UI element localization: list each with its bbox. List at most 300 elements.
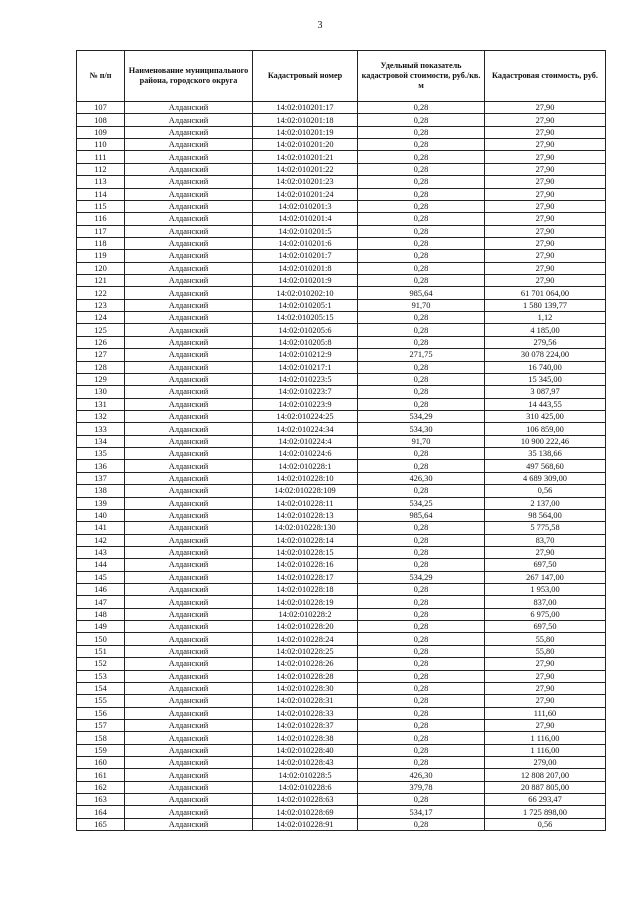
- cadastral-number-cell: 14:02:010223:5: [253, 373, 358, 385]
- district-cell: Алданский: [125, 151, 253, 163]
- cadastral-value-cell: 279,00: [485, 757, 606, 769]
- district-cell: Алданский: [125, 324, 253, 336]
- district-cell: Алданский: [125, 806, 253, 818]
- specific-value-cell: 0,28: [358, 373, 485, 385]
- table-row: [77, 361, 606, 373]
- district-cell: Алданский: [125, 435, 253, 447]
- cadastral-value-cell: 27,90: [485, 237, 606, 249]
- row-number-cell: 141: [77, 522, 125, 534]
- specific-value-cell: 0,28: [358, 398, 485, 410]
- specific-value-cell: 0,28: [358, 262, 485, 274]
- specific-value-cell: 0,28: [358, 225, 485, 237]
- specific-value-cell: 0,28: [358, 670, 485, 682]
- specific-value-cell: 0,28: [358, 324, 485, 336]
- cadastral-value-cell: 27,90: [485, 546, 606, 558]
- header-specific-value: Удельный показатель кадастровой стоимости, руб./кв. м: [358, 51, 485, 102]
- row-number-cell: 164: [77, 806, 125, 818]
- cadastral-value-cell: 27,90: [485, 200, 606, 212]
- row-number-cell: 136: [77, 460, 125, 472]
- cadastral-value-cell: 1 725 898,00: [485, 806, 606, 818]
- row-number-cell: 151: [77, 645, 125, 657]
- cadastral-number-cell: 14:02:010228:91: [253, 818, 358, 830]
- row-number-cell: 149: [77, 621, 125, 633]
- district-cell: Алданский: [125, 719, 253, 731]
- specific-value-cell: 0,28: [358, 621, 485, 633]
- district-cell: Алданский: [125, 102, 253, 114]
- specific-value-cell: 0,28: [358, 126, 485, 138]
- row-number-cell: 160: [77, 757, 125, 769]
- cadastral-number-cell: 14:02:010228:5: [253, 769, 358, 781]
- row-number-cell: 156: [77, 707, 125, 719]
- row-number-cell: 118: [77, 237, 125, 249]
- cadastral-number-cell: 14:02:010228:6: [253, 781, 358, 793]
- cadastral-value-cell: 106 859,00: [485, 423, 606, 435]
- table-row: [77, 262, 606, 274]
- row-number-cell: 157: [77, 719, 125, 731]
- cadastral-value-cell: 111,60: [485, 707, 606, 719]
- row-number-cell: 113: [77, 176, 125, 188]
- table-row: [77, 188, 606, 200]
- district-cell: Алданский: [125, 695, 253, 707]
- row-number-cell: 130: [77, 386, 125, 398]
- specific-value-cell: 534,25: [358, 497, 485, 509]
- specific-value-cell: 0,28: [358, 608, 485, 620]
- district-cell: Алданский: [125, 213, 253, 225]
- cadastral-number-cell: 14:02:010201:7: [253, 250, 358, 262]
- district-cell: Алданский: [125, 386, 253, 398]
- cadastral-number-cell: 14:02:010228:33: [253, 707, 358, 719]
- table-row: [77, 275, 606, 287]
- row-number-cell: 137: [77, 472, 125, 484]
- district-cell: Алданский: [125, 818, 253, 830]
- cadastral-value-cell: 27,90: [485, 250, 606, 262]
- cadastral-number-cell: 14:02:010217:1: [253, 361, 358, 373]
- cadastral-number-cell: 14:02:010228:69: [253, 806, 358, 818]
- table-row: [77, 695, 606, 707]
- specific-value-cell: 0,28: [358, 732, 485, 744]
- table-row: [77, 386, 606, 398]
- table-row: [77, 373, 606, 385]
- district-cell: Алданский: [125, 781, 253, 793]
- table-row: [77, 522, 606, 534]
- table-row: [77, 633, 606, 645]
- table-row: [77, 312, 606, 324]
- cadastral-number-cell: 14:02:010201:8: [253, 262, 358, 274]
- specific-value-cell: 0,28: [358, 584, 485, 596]
- cadastral-number-cell: 14:02:010228:25: [253, 645, 358, 657]
- cadastral-number-cell: 14:02:010224:25: [253, 410, 358, 422]
- specific-value-cell: 0,28: [358, 102, 485, 114]
- specific-value-cell: 0,28: [358, 188, 485, 200]
- cadastral-number-cell: 14:02:010228:19: [253, 596, 358, 608]
- specific-value-cell: 985,64: [358, 287, 485, 299]
- row-number-cell: 117: [77, 225, 125, 237]
- specific-value-cell: 0,28: [358, 695, 485, 707]
- table-row: [77, 448, 606, 460]
- row-number-cell: 133: [77, 423, 125, 435]
- cadastral-value-cell: 1 116,00: [485, 732, 606, 744]
- table-row: [77, 114, 606, 126]
- cadastral-value-cell: 27,90: [485, 126, 606, 138]
- specific-value-cell: 534,17: [358, 806, 485, 818]
- cadastral-number-cell: 14:02:010228:30: [253, 682, 358, 694]
- cadastral-number-cell: 14:02:010201:6: [253, 237, 358, 249]
- cadastral-value-cell: 16 740,00: [485, 361, 606, 373]
- district-cell: Алданский: [125, 336, 253, 348]
- cadastral-number-cell: 14:02:010205:8: [253, 336, 358, 348]
- cadastral-value-cell: 10 900 222,46: [485, 435, 606, 447]
- row-number-cell: 145: [77, 571, 125, 583]
- row-number-cell: 148: [77, 608, 125, 620]
- specific-value-cell: 426,30: [358, 769, 485, 781]
- table-row: [77, 682, 606, 694]
- cadastral-number-cell: 14:02:010228:63: [253, 794, 358, 806]
- row-number-cell: 127: [77, 349, 125, 361]
- header-cadastral-number: Кадастровый номер: [253, 51, 358, 102]
- district-cell: Алданский: [125, 621, 253, 633]
- table-row: [77, 732, 606, 744]
- specific-value-cell: 985,64: [358, 509, 485, 521]
- district-cell: Алданский: [125, 460, 253, 472]
- cadastral-number-cell: 14:02:010228:26: [253, 658, 358, 670]
- cadastral-value-cell: 697,50: [485, 621, 606, 633]
- row-number-cell: 144: [77, 559, 125, 571]
- specific-value-cell: 0,28: [358, 361, 485, 373]
- cadastral-value-cell: 98 564,00: [485, 509, 606, 521]
- row-number-cell: 112: [77, 163, 125, 175]
- cadastral-value-cell: 35 138,66: [485, 448, 606, 460]
- district-cell: Алданский: [125, 287, 253, 299]
- district-cell: Алданский: [125, 732, 253, 744]
- table-row: [77, 707, 606, 719]
- specific-value-cell: 271,75: [358, 349, 485, 361]
- cadastral-value-cell: 0,56: [485, 485, 606, 497]
- district-cell: Алданский: [125, 670, 253, 682]
- row-number-cell: 111: [77, 151, 125, 163]
- row-number-cell: 135: [77, 448, 125, 460]
- cadastral-value-cell: 497 568,60: [485, 460, 606, 472]
- row-number-cell: 155: [77, 695, 125, 707]
- cadastral-number-cell: 14:02:010228:13: [253, 509, 358, 521]
- table-row: [77, 398, 606, 410]
- district-cell: Алданский: [125, 584, 253, 596]
- cadastral-value-cell: 837,00: [485, 596, 606, 608]
- table-row: [77, 200, 606, 212]
- table-row: [77, 744, 606, 756]
- district-cell: Алданский: [125, 312, 253, 324]
- row-number-cell: 161: [77, 769, 125, 781]
- table-row: [77, 410, 606, 422]
- district-cell: Алданский: [125, 349, 253, 361]
- table-row: [77, 818, 606, 830]
- district-cell: Алданский: [125, 423, 253, 435]
- header-district: Наименование муниципального района, городского округа: [125, 51, 253, 102]
- row-number-cell: 129: [77, 373, 125, 385]
- specific-value-cell: 0,28: [358, 794, 485, 806]
- cadastral-number-cell: 14:02:010202:10: [253, 287, 358, 299]
- specific-value-cell: 0,28: [358, 163, 485, 175]
- district-cell: Алданский: [125, 373, 253, 385]
- row-number-cell: 114: [77, 188, 125, 200]
- cadastral-number-cell: 14:02:010201:22: [253, 163, 358, 175]
- cadastral-number-cell: 14:02:010228:31: [253, 695, 358, 707]
- table-row: [77, 213, 606, 225]
- specific-value-cell: 0,28: [358, 448, 485, 460]
- cadastral-number-cell: 14:02:010201:21: [253, 151, 358, 163]
- cadastral-value-cell: 5 775,58: [485, 522, 606, 534]
- cadastral-number-cell: 14:02:010228:10: [253, 472, 358, 484]
- specific-value-cell: 0,28: [358, 633, 485, 645]
- table-row: [77, 658, 606, 670]
- table-row: [77, 139, 606, 151]
- cadastral-number-cell: 14:02:010228:18: [253, 584, 358, 596]
- cadastral-number-cell: 14:02:010201:5: [253, 225, 358, 237]
- row-number-cell: 152: [77, 658, 125, 670]
- cadastral-value-cell: 15 345,00: [485, 373, 606, 385]
- row-number-cell: 153: [77, 670, 125, 682]
- table-row: [77, 621, 606, 633]
- row-number-cell: 138: [77, 485, 125, 497]
- row-number-cell: 147: [77, 596, 125, 608]
- specific-value-cell: 0,28: [358, 386, 485, 398]
- row-number-cell: 115: [77, 200, 125, 212]
- district-cell: Алданский: [125, 707, 253, 719]
- cadastral-value-cell: 27,90: [485, 176, 606, 188]
- cadastral-number-cell: 14:02:010228:109: [253, 485, 358, 497]
- row-number-cell: 162: [77, 781, 125, 793]
- cadastral-number-cell: 14:02:010228:24: [253, 633, 358, 645]
- cadastral-value-cell: 27,90: [485, 102, 606, 114]
- cadastral-number-cell: 14:02:010228:28: [253, 670, 358, 682]
- specific-value-cell: 0,28: [358, 139, 485, 151]
- cadastral-value-cell: 27,90: [485, 682, 606, 694]
- row-number-cell: 109: [77, 126, 125, 138]
- district-cell: Алданский: [125, 472, 253, 484]
- specific-value-cell: 379,78: [358, 781, 485, 793]
- table-row: [77, 719, 606, 731]
- table-row: [77, 423, 606, 435]
- cadastral-number-cell: 14:02:010201:18: [253, 114, 358, 126]
- specific-value-cell: 0,28: [358, 596, 485, 608]
- table-row: [77, 497, 606, 509]
- cadastral-number-cell: 14:02:010228:40: [253, 744, 358, 756]
- district-cell: Алданский: [125, 448, 253, 460]
- row-number-cell: 125: [77, 324, 125, 336]
- row-number-cell: 124: [77, 312, 125, 324]
- specific-value-cell: 0,28: [358, 275, 485, 287]
- cadastral-value-cell: 66 293,47: [485, 794, 606, 806]
- row-number-cell: 163: [77, 794, 125, 806]
- cadastral-value-cell: 55,80: [485, 633, 606, 645]
- specific-value-cell: 0,28: [358, 485, 485, 497]
- row-number-cell: 116: [77, 213, 125, 225]
- row-number-cell: 158: [77, 732, 125, 744]
- cadastral-value-cell: 12 808 207,00: [485, 769, 606, 781]
- district-cell: Алданский: [125, 534, 253, 546]
- district-cell: Алданский: [125, 188, 253, 200]
- district-cell: Алданский: [125, 410, 253, 422]
- specific-value-cell: 0,28: [358, 250, 485, 262]
- table-row: [77, 435, 606, 447]
- district-cell: Алданский: [125, 275, 253, 287]
- cadastral-number-cell: 14:02:010205:15: [253, 312, 358, 324]
- cadastral-number-cell: 14:02:010228:1: [253, 460, 358, 472]
- cadastral-number-cell: 14:02:010201:23: [253, 176, 358, 188]
- cadastral-value-cell: 267 147,00: [485, 571, 606, 583]
- table-row: [77, 509, 606, 521]
- district-cell: Алданский: [125, 126, 253, 138]
- cadastral-number-cell: 14:02:010228:16: [253, 559, 358, 571]
- table-row: [77, 176, 606, 188]
- cadastral-number-cell: 14:02:010228:2: [253, 608, 358, 620]
- district-cell: Алданский: [125, 139, 253, 151]
- cadastral-value-cell: 279,56: [485, 336, 606, 348]
- row-number-cell: 143: [77, 546, 125, 558]
- cadastral-number-cell: 14:02:010201:4: [253, 213, 358, 225]
- cadastral-value-cell: 697,50: [485, 559, 606, 571]
- table-row: [77, 460, 606, 472]
- specific-value-cell: 0,28: [358, 559, 485, 571]
- cadastral-number-cell: 14:02:010223:9: [253, 398, 358, 410]
- district-cell: Алданский: [125, 485, 253, 497]
- table-row: [77, 163, 606, 175]
- row-number-cell: 119: [77, 250, 125, 262]
- specific-value-cell: 0,28: [358, 213, 485, 225]
- specific-value-cell: 0,28: [358, 534, 485, 546]
- cadastral-value-cell: 1 580 139,77: [485, 299, 606, 311]
- cadastral-value-cell: 30 078 224,00: [485, 349, 606, 361]
- cadastral-number-cell: 14:02:010228:11: [253, 497, 358, 509]
- cadastral-number-cell: 14:02:010212:9: [253, 349, 358, 361]
- specific-value-cell: 0,28: [358, 744, 485, 756]
- cadastral-value-cell: 6 975,00: [485, 608, 606, 620]
- table-row: [77, 670, 606, 682]
- table-row: [77, 769, 606, 781]
- cadastral-number-cell: 14:02:010228:15: [253, 546, 358, 558]
- table-row: [77, 794, 606, 806]
- cadastral-number-cell: 14:02:010228:17: [253, 571, 358, 583]
- row-number-cell: 159: [77, 744, 125, 756]
- table-row: [77, 534, 606, 546]
- cadastral-value-cell: 61 701 064,00: [485, 287, 606, 299]
- cadastral-number-cell: 14:02:010205:6: [253, 324, 358, 336]
- district-cell: Алданский: [125, 744, 253, 756]
- specific-value-cell: 534,29: [358, 410, 485, 422]
- row-number-cell: 128: [77, 361, 125, 373]
- district-cell: Алданский: [125, 250, 253, 262]
- row-number-cell: 139: [77, 497, 125, 509]
- table-row: [77, 225, 606, 237]
- cadastral-number-cell: 14:02:010201:19: [253, 126, 358, 138]
- cadastral-value-cell: 27,90: [485, 719, 606, 731]
- cadastral-value-cell: 1,12: [485, 312, 606, 324]
- table-row: [77, 349, 606, 361]
- cadastral-value-cell: 83,70: [485, 534, 606, 546]
- cadastral-number-cell: 14:02:010224:4: [253, 435, 358, 447]
- specific-value-cell: 534,30: [358, 423, 485, 435]
- cadastral-value-cell: 27,90: [485, 695, 606, 707]
- row-number-cell: 150: [77, 633, 125, 645]
- specific-value-cell: 91,70: [358, 435, 485, 447]
- district-cell: Алданский: [125, 559, 253, 571]
- cadastral-number-cell: 14:02:010201:17: [253, 102, 358, 114]
- district-cell: Алданский: [125, 645, 253, 657]
- district-cell: Алданский: [125, 237, 253, 249]
- specific-value-cell: 0,28: [358, 719, 485, 731]
- specific-value-cell: 0,28: [358, 682, 485, 694]
- specific-value-cell: 0,28: [358, 336, 485, 348]
- row-number-cell: 165: [77, 818, 125, 830]
- cadastral-number-cell: 14:02:010201:3: [253, 200, 358, 212]
- cadastral-number-cell: 14:02:010201:24: [253, 188, 358, 200]
- district-cell: Алданский: [125, 497, 253, 509]
- table-row: [77, 472, 606, 484]
- table-row: [77, 608, 606, 620]
- row-number-cell: 131: [77, 398, 125, 410]
- specific-value-cell: 91,70: [358, 299, 485, 311]
- row-number-cell: 146: [77, 584, 125, 596]
- table-row: [77, 757, 606, 769]
- cadastral-value-cell: 20 887 805,00: [485, 781, 606, 793]
- header-row-number: № п/п: [77, 51, 125, 102]
- cadastral-value-cell: 27,90: [485, 151, 606, 163]
- district-cell: Алданский: [125, 299, 253, 311]
- table-row: [77, 584, 606, 596]
- table-row: [77, 102, 606, 114]
- row-number-cell: 110: [77, 139, 125, 151]
- table-row: [77, 151, 606, 163]
- specific-value-cell: 0,28: [358, 114, 485, 126]
- cadastral-value-cell: 27,90: [485, 114, 606, 126]
- district-cell: Алданский: [125, 200, 253, 212]
- specific-value-cell: 0,28: [358, 658, 485, 670]
- cadastral-number-cell: 14:02:010224:34: [253, 423, 358, 435]
- cadastral-number-cell: 14:02:010228:20: [253, 621, 358, 633]
- cadastral-value-table: [76, 50, 606, 831]
- cadastral-number-cell: 14:02:010205:1: [253, 299, 358, 311]
- specific-value-cell: 0,28: [358, 645, 485, 657]
- district-cell: Алданский: [125, 509, 253, 521]
- table-row: [77, 571, 606, 583]
- row-number-cell: 134: [77, 435, 125, 447]
- district-cell: Алданский: [125, 596, 253, 608]
- row-number-cell: 120: [77, 262, 125, 274]
- table-row: [77, 596, 606, 608]
- cadastral-value-cell: 2 137,00: [485, 497, 606, 509]
- specific-value-cell: 0,28: [358, 757, 485, 769]
- row-number-cell: 108: [77, 114, 125, 126]
- cadastral-value-cell: 0,56: [485, 818, 606, 830]
- specific-value-cell: 0,28: [358, 546, 485, 558]
- specific-value-cell: 534,29: [358, 571, 485, 583]
- table-row: [77, 299, 606, 311]
- table-row: [77, 126, 606, 138]
- district-cell: Алданский: [125, 546, 253, 558]
- district-cell: Алданский: [125, 682, 253, 694]
- cadastral-value-cell: 55,80: [485, 645, 606, 657]
- cadastral-value-cell: 27,90: [485, 139, 606, 151]
- specific-value-cell: 426,30: [358, 472, 485, 484]
- row-number-cell: 121: [77, 275, 125, 287]
- district-cell: Алданский: [125, 633, 253, 645]
- specific-value-cell: 0,28: [358, 237, 485, 249]
- specific-value-cell: 0,28: [358, 707, 485, 719]
- cadastral-number-cell: 14:02:010223:7: [253, 386, 358, 398]
- specific-value-cell: 0,28: [358, 151, 485, 163]
- district-cell: Алданский: [125, 262, 253, 274]
- cadastral-value-cell: 310 425,00: [485, 410, 606, 422]
- row-number-cell: 154: [77, 682, 125, 694]
